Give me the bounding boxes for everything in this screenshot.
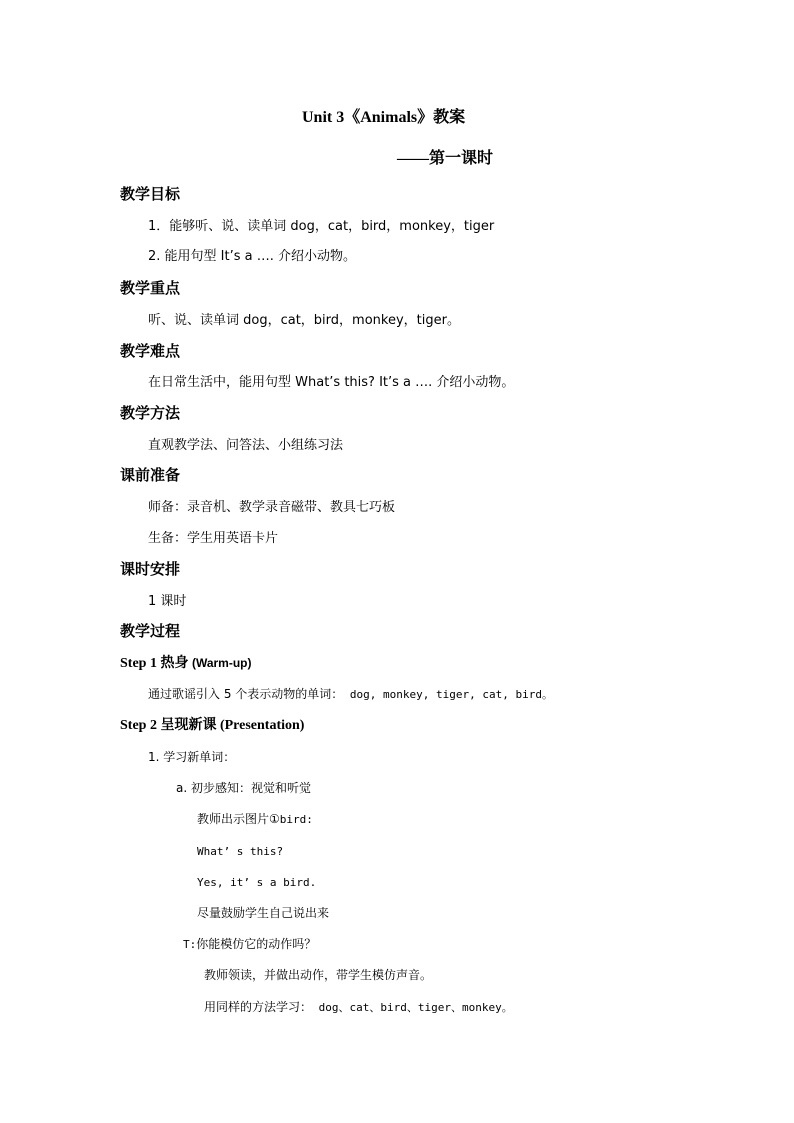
step2-same-method-cn: 用同样的方法学习： xyxy=(204,1000,313,1014)
preparation-heading: 课前准备 xyxy=(120,466,181,484)
key-points-heading: 教学重点 xyxy=(120,279,181,297)
step2-t-prefix: T: xyxy=(183,938,197,951)
step1-text-cn: 通过歌谣引入 5 个表示动物的单词： xyxy=(148,687,344,701)
preparation-teacher: 师备：录音机、教学录音磁带、教具七巧板 xyxy=(148,500,396,515)
step2-answer-text: Yes, it’ s a bird. xyxy=(197,876,317,889)
key-points-text: 听、说、读单词 dog，cat，bird，monkey，tiger。 xyxy=(148,313,460,328)
step2-teacher-lead: 教师领读，并做出动作，带学生模仿声音。 xyxy=(204,968,433,982)
step1-label: Step 1 热身 xyxy=(120,656,189,671)
difficulties-text: 在日常生活中，能用句型 What’s this? It’s a …. 介绍小动物。 xyxy=(148,375,515,390)
schedule-text: 1 课时 xyxy=(148,594,187,609)
step2-same-method xyxy=(204,1001,513,1013)
step2-sub-a: a. 初步感知：视觉和听觉 xyxy=(176,781,311,795)
preparation-student: 生备：学生用英语卡片 xyxy=(148,531,279,546)
step2-sub1: 1. 学习新单词： xyxy=(148,750,236,764)
step2-show-picture-word: bird: xyxy=(279,813,313,826)
document-title: Unit 3《Animals》教案 xyxy=(302,109,466,126)
step2-t-question-text: 你能模仿它的动作吗？ xyxy=(196,937,317,951)
process-heading: 教学过程 xyxy=(120,622,181,640)
goals-item-1: 1．能够听、说、读单词 dog，cat，bird，monkey，tiger xyxy=(148,219,495,234)
methods-heading: 教学方法 xyxy=(120,404,181,422)
step2-same-method-words: dog、cat、bird、tiger、monkey。 xyxy=(312,1001,513,1014)
document-subtitle: ——第一课时 xyxy=(397,150,494,167)
methods-text: 直观教学法、问答法、小组练习法 xyxy=(148,438,344,453)
step2-heading xyxy=(120,719,304,733)
step2-label: Step 2 呈现新课 xyxy=(120,718,217,733)
step1-text-words: dog, monkey, tiger, cat, bird。 xyxy=(343,688,553,701)
step2-answer xyxy=(197,876,316,888)
step2-en: (Presentation) xyxy=(219,718,305,733)
step2-show-picture xyxy=(197,813,313,825)
difficulties-heading: 教学难点 xyxy=(120,342,181,360)
goals-item-2: 2. 能用句型 It’s a …. 介绍小动物。 xyxy=(148,249,357,264)
step2-encourage: 尽量鼓励学生自己说出来 xyxy=(197,906,330,920)
step2-show-picture-cn: 教师出示图片① xyxy=(197,812,280,826)
step2-question-text: What’ s this? xyxy=(197,845,284,858)
step2-question xyxy=(197,845,283,857)
step2-t-question xyxy=(183,938,316,950)
step1-en: (Warm-up) xyxy=(191,656,252,670)
schedule-heading: 课时安排 xyxy=(120,560,181,578)
step1-heading xyxy=(120,657,252,671)
goals-heading: 教学目标 xyxy=(120,185,181,203)
step1-text xyxy=(148,688,553,700)
